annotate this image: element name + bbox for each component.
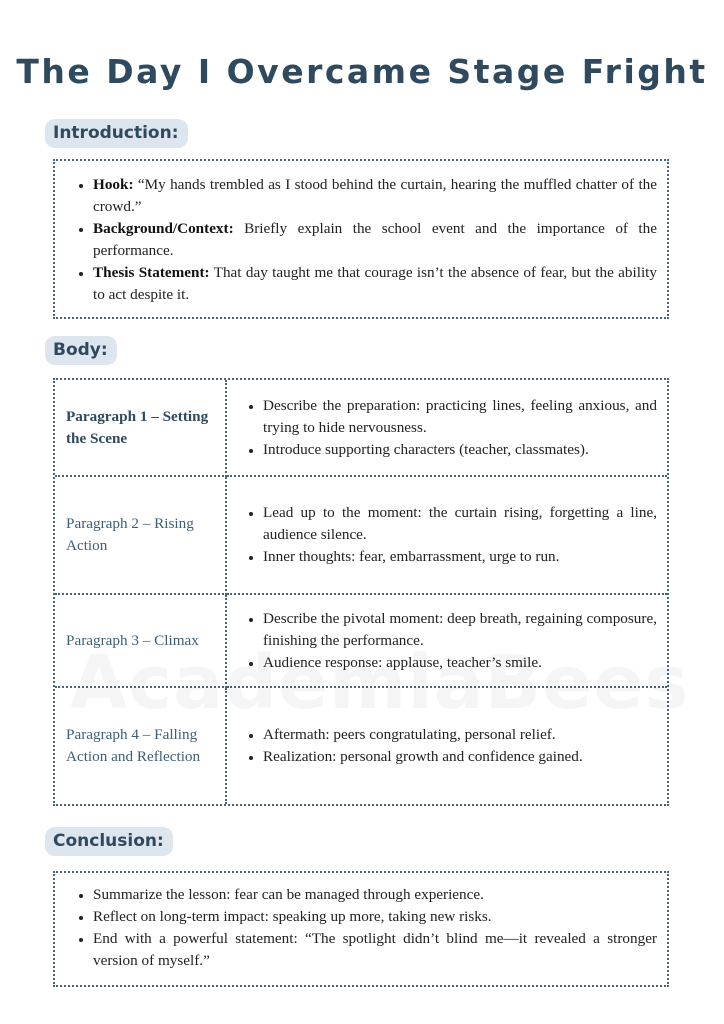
body-row-heading: Paragraph 2 – Rising Action (55, 477, 227, 595)
intro-term: Thesis Statement: (93, 264, 210, 281)
intro-item (93, 218, 667, 262)
body-table (53, 378, 669, 806)
body-row-points (227, 688, 667, 804)
body-row-heading: Paragraph 4 – Falling Action and Reflection (55, 688, 227, 804)
introduction-box (53, 159, 669, 319)
intro-term: Hook: (93, 176, 134, 193)
intro-text: “My hands trembled as I stood behind the curtain, hearing the muffled chatter of the crowd.” (93, 176, 657, 215)
body-point: • Describe the preparation: practicing lines, feeling anxious, and trying to hide nervousness. (263, 395, 667, 439)
body-row-points (227, 477, 667, 595)
body-row-heading: Paragraph 1 – Setting the Scene (55, 380, 227, 477)
body-point: • Inner thoughts: fear, embarrassment, urge to run. (263, 546, 667, 568)
intro-item (93, 262, 667, 306)
intro-term: Background/Context: (93, 220, 234, 237)
conclusion-item: • Summarize the lesson: fear can be managed through experience. (93, 884, 667, 906)
conclusion-box (53, 871, 669, 987)
body-label: Body: (45, 336, 117, 365)
body-row-points (227, 380, 667, 477)
body-point: • Aftermath: peers congratulating, personal relief. (263, 724, 667, 746)
intro-item (93, 174, 667, 218)
body-point: • Introduce supporting characters (teacher, classmates). (263, 439, 667, 461)
body-point: • Describe the pivotal moment: deep breath, regaining composure, finishing the performance. (263, 608, 667, 652)
page-title: The Day I Overcame Stage Fright (16, 52, 708, 91)
body-point: • Lead up to the moment: the curtain rising, forgetting a line, audience silence. (263, 502, 667, 546)
body-row-heading: Paragraph 3 – Climax (55, 595, 227, 688)
body-row-points (227, 595, 667, 688)
body-point: • Realization: personal growth and confidence gained. (263, 746, 667, 768)
conclusion-label: Conclusion: (45, 827, 173, 856)
intro-text: Briefly explain the school event and the importance of the performance. (93, 220, 657, 259)
conclusion-item: • End with a powerful statement: “The spotlight didn’t blind me—it revealed a stronger version of myself.” (93, 928, 667, 972)
introduction-label: Introduction: (45, 119, 188, 148)
intro-text: That day taught me that courage isn’t the absence of fear, but the ability to act despite it. (93, 264, 657, 303)
conclusion-item: • Reflect on long-term impact: speaking up more, taking new risks. (93, 906, 667, 928)
body-point: • Audience response: applause, teacher’s smile. (263, 652, 667, 674)
